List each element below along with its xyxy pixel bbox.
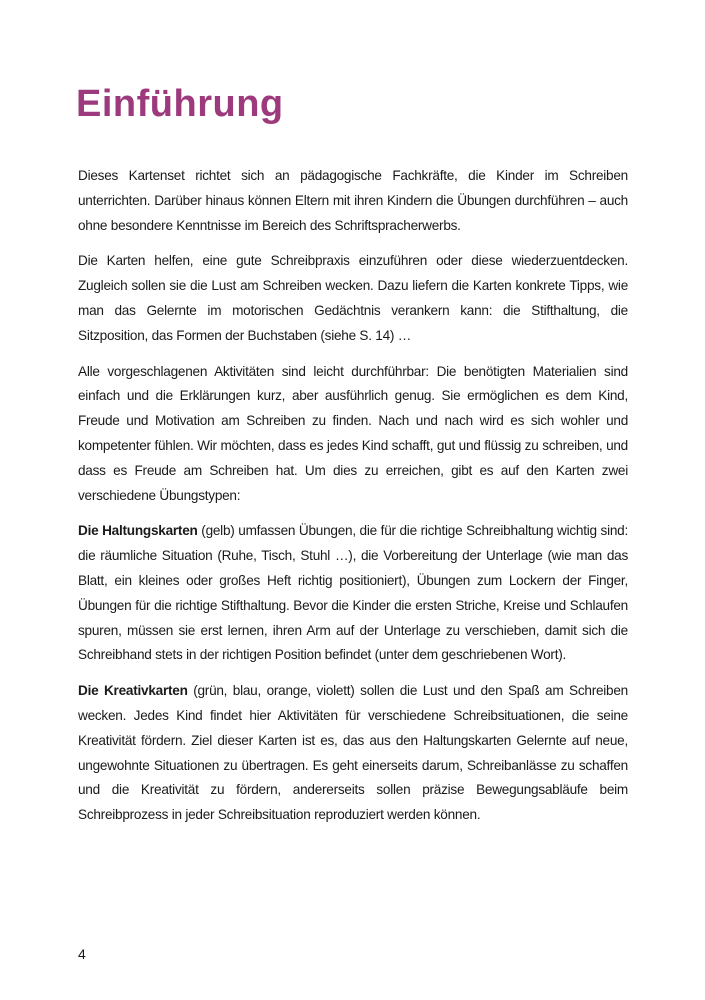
paragraph-lead: Die Kreativkarten <box>78 683 188 699</box>
paragraph-intro <box>78 164 628 238</box>
paragraph-text: (gelb) umfassen Übungen, die für die richtige Schreibhaltung wichtig sind: die räumliche Situation (Ruhe, Tisch, Stuhl …), die Vorbereitung der Unterlage (wie man das Blatt, ein kleines oder großes Heft richtig positioniert), Übungen zum Lockern der Finger, Übungen für die richtige Stifthaltung. Bevor die Kinder die ersten Striche, Kreise und Schlaufen spuren, müssen sie erst lernen, ihren Arm auf der Unterlage zu verschieben, damit sich die Schreibhand stets in der richtigen Position befindet (unter dem geschriebenen Wort). <box>78 523 628 663</box>
paragraph-text: Die Karten helfen, eine gute Schreibpraxis einzuführen oder diese wiederzuentdecken. Zugleich sollen sie die Lust am Schreiben wecken. Dazu liefern die Karten konkrete Tipps, wie man das Gelernte im motorischen Gedächtnis verankern kann: die Stifthaltung, die Sitzposition, das Formen der Buchstaben (siehe S. 14) … <box>78 253 628 343</box>
paragraph-text: (grün, blau, orange, violett) sollen die Lust und den Spaß am Schreiben wecken. Jedes Kind findet hier Aktivitäten für verschiedene Schreibsituationen, die seine Kreativität fördern. Ziel dieser Karten ist es, das aus den Haltungskarten Gelernte auf neue, ungewohnte Situationen zu übertragen. Es geht einerseits darum, Schreibanlässe zu schaffen und die Kreativität zu fördern, andererseits sollen präzise Bewegungsabläufe beim Schreibprozess in jeder Schreibsituation reproduziert werden können. <box>78 683 628 823</box>
page-title: Einführung <box>76 83 284 125</box>
paragraph-haltungskarten <box>78 519 628 668</box>
paragraph-cards-purpose <box>78 249 628 348</box>
body-text <box>78 164 628 839</box>
paragraph-kreativkarten <box>78 679 628 828</box>
paragraph-text: Alle vorgeschlagenen Aktivitäten sind leicht durchführbar: Die benötigten Materialien sind einfach und die Erklärungen kurz, aber ausführlich genug. Sie ermöglichen es dem Kind, Freude und Motivation am Schreiben zu finden. Nach und nach wird es sich wohler und kompetenter fühlen. Wir möchten, dass es jedes Kind schafft, gut und flüssig zu schreiben, und dass es Freude am Schreiben hat. Um dies zu erreichen, gibt es auf den Karten zwei verschiedene Übungstypen: <box>78 363 628 503</box>
paragraph-activities <box>78 360 628 509</box>
paragraph-lead: Die Haltungskarten <box>78 523 198 539</box>
page-number: 4 <box>78 946 86 962</box>
paragraph-text: Dieses Kartenset richtet sich an pädagogische Fachkräfte, die Kinder im Schreiben unterrichten. Darüber hinaus können Eltern mit ihren Kindern die Übungen durchführen – auch ohne besondere Kenntnisse im Bereich des Schriftspracherwerbs. <box>78 168 628 233</box>
